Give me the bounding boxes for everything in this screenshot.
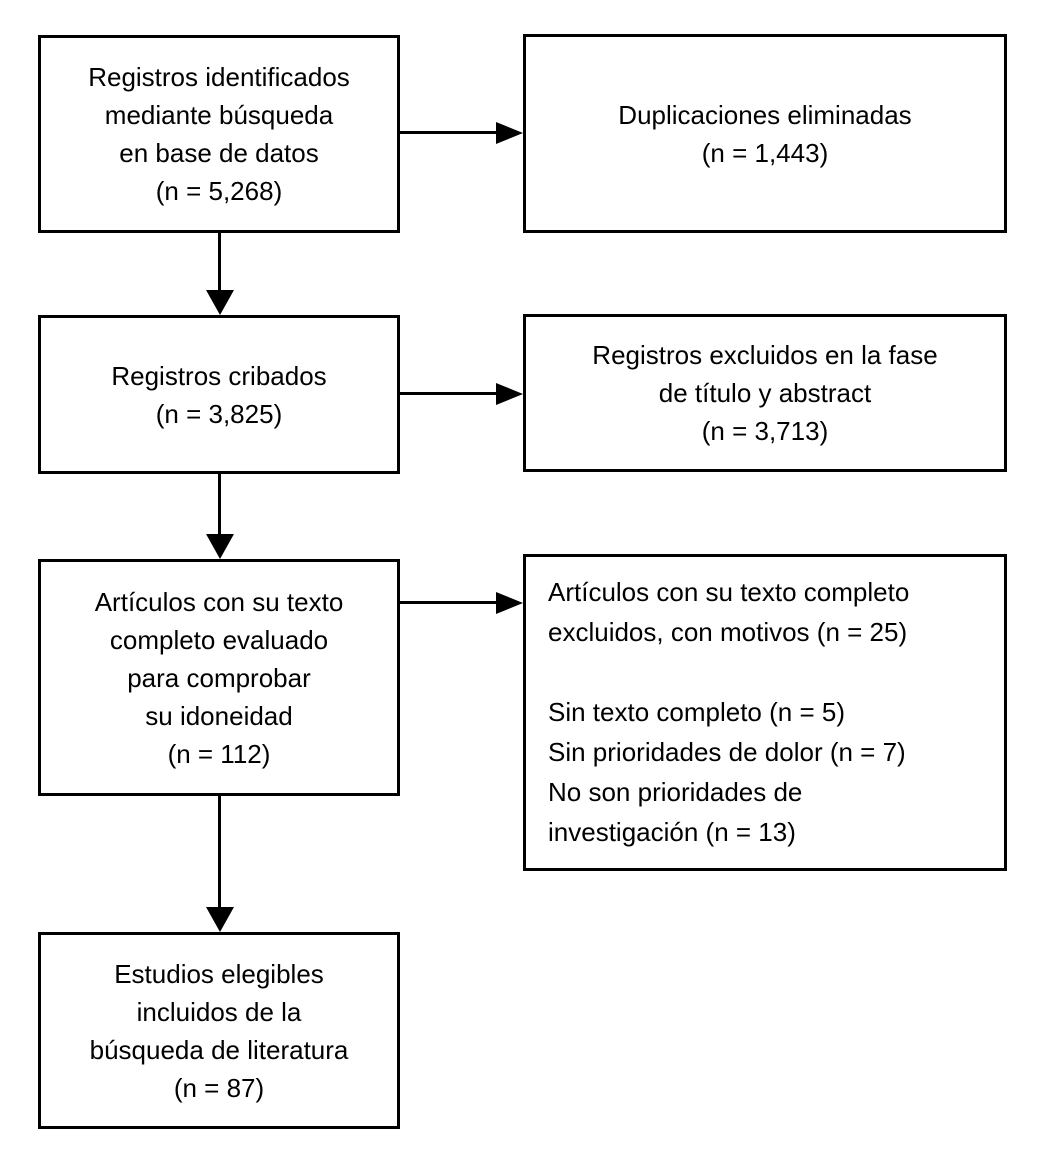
box-line: Artículos con su texto completo <box>548 577 910 607</box>
box-records-identified <box>38 35 400 233</box>
box-line: (n = 1,443) <box>701 137 829 168</box>
box-line: Registros identificados <box>88 62 350 92</box>
arrow-screened-to-excluded-line <box>400 392 496 395</box>
box-line: incluidos de la <box>136 996 302 1027</box>
arrow-screened-to-fulltext-head-icon <box>206 534 234 559</box>
box-line: (n = 87) <box>173 1072 265 1103</box>
box-line: su idoneidad <box>145 700 293 731</box>
box-line: búsqueda de literatura <box>89 1034 349 1065</box>
box-line: Artículos con su texto <box>94 586 344 617</box>
box-fulltext-assessed <box>38 559 400 796</box>
box-line: completo evaluado <box>109 624 329 655</box>
arrow-fulltext-to-excluded-line <box>400 601 496 604</box>
arrow-screened-to-fulltext-line <box>218 474 221 535</box>
box-line: Sin texto completo (n = 5) <box>548 697 845 727</box>
box-line: en base de datos <box>119 138 319 168</box>
arrow-screened-to-excluded-head-icon <box>496 383 523 405</box>
arrow-fulltext-to-excluded-head-icon <box>496 592 523 614</box>
box-line: mediante búsqueda <box>104 100 334 130</box>
box-duplicates-removed <box>523 34 1007 233</box>
box-line: (n = 3,713) <box>701 416 829 446</box>
box-line: para comprobar <box>127 662 311 693</box>
box-line: Estudios elegibles <box>114 958 324 989</box>
arrow-identified-to-screened-line <box>218 233 221 291</box>
box-line: (n = 3,825) <box>155 398 283 429</box>
box-line: (n = 5,268) <box>155 176 283 206</box>
box-line: de título y abstract <box>658 378 872 408</box>
box-line: Sin prioridades de dolor (n = 7) <box>548 737 906 767</box>
arrow-identified-to-screened-head-icon <box>206 290 234 315</box>
box-fulltext-excluded <box>523 554 1007 871</box>
box-records-excluded-title-abstract <box>523 314 1007 472</box>
box-line: investigación (n = 13) <box>548 817 796 847</box>
arrow-identified-to-duplicates-head-icon <box>496 122 523 144</box>
arrow-identified-to-duplicates-line <box>400 131 496 134</box>
arrow-fulltext-to-included-line <box>218 796 221 908</box>
box-line: Registros excluidos en la fase <box>592 340 938 370</box>
box-line: Duplicaciones eliminadas <box>618 99 912 130</box>
box-line: excluidos, con motivos (n = 25) <box>548 617 908 647</box>
arrow-fulltext-to-included-head-icon <box>206 907 234 932</box>
box-records-screened <box>38 315 400 474</box>
box-line: Registros cribados <box>111 360 327 391</box>
box-line: (n = 112) <box>167 738 271 769</box>
box-line: No son prioridades de <box>548 777 803 807</box>
box-studies-included <box>38 932 400 1129</box>
